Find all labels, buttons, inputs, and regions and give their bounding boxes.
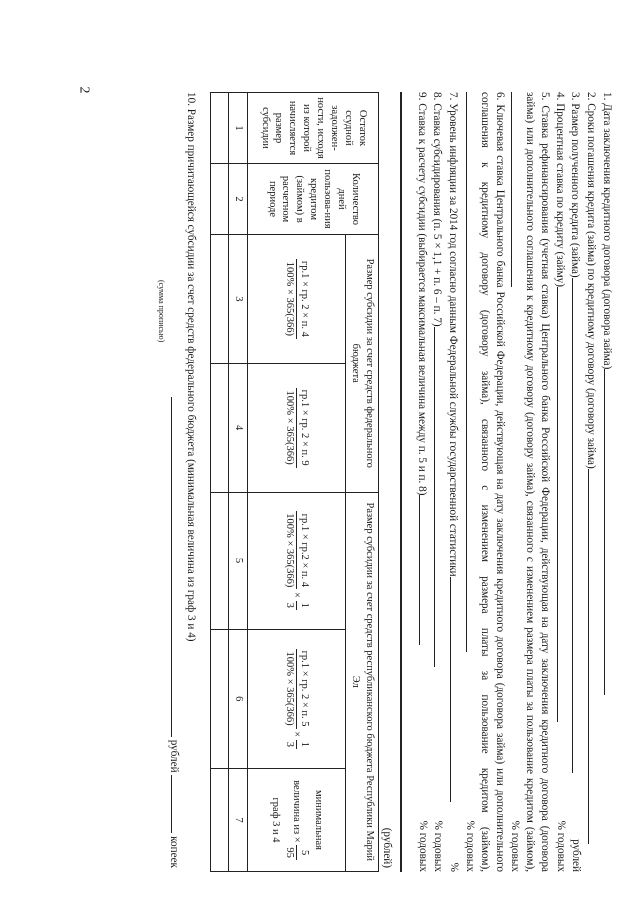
formula-col4: гр.1 × гр. 2 × п. 9 100% × 365(366) <box>248 363 346 492</box>
col-number: 7 <box>229 769 248 872</box>
formula-col7: минимальная величина из × 5 95 граф 3 и 4 <box>248 769 346 872</box>
republic-header: Размер субсидии за счет средств республиканского бюджета Республики Марий Эл <box>346 492 379 872</box>
col-number: 2 <box>229 164 248 235</box>
item-1: 1. Дата заключения кредитного договора (договора займа) <box>599 92 615 872</box>
kopecks-label: копеек <box>167 836 180 868</box>
item-7-unit: % <box>448 862 461 872</box>
sum-caption: (сумма прописью) <box>156 280 166 343</box>
item-10: 10. Размер причитающейся субсидии за счет средств федерального бюджета (минимальная величина из граф 3 и 4) <box>185 92 198 642</box>
col-number: 1 <box>229 93 248 164</box>
table-unit-label: (рублей) <box>380 827 393 868</box>
item-4: 4. Процентная ставка по кредиту (займу) % годовых <box>553 92 567 872</box>
item-3: 3. Размер полученного кредита (займа) рублей <box>569 92 583 872</box>
col-number: 4 <box>229 363 248 492</box>
page-number: 2 <box>76 86 92 94</box>
rotated-form-sheet <box>105 92 615 872</box>
item-4-unit: % годовых <box>554 820 567 872</box>
item-3-unit: рублей <box>570 839 583 872</box>
item-9-unit: % годовых <box>416 820 429 872</box>
federal-header: Размер субсидии за счет средств федерального бюджета <box>346 235 379 493</box>
col-number: 3 <box>229 235 248 364</box>
item-7: 7. Уровень инфляции за 2014 год согласно данным Федеральной службы государственной статистики % <box>447 92 461 872</box>
item-5-unit: % годовых <box>509 820 522 872</box>
col1-header: Остаток ссудной задолжен-ности, исходя из которой начисляется размер субсидии <box>248 93 379 164</box>
col2-header: Количество дней пользова-ния кредитом (займом) в расчетном периоде <box>248 164 379 235</box>
formula-col6: гр.1 × гр. 2 × п. 5 100% × 365(366) × 1 3 <box>248 629 346 768</box>
formula-col3: гр.1 × гр. 2 × п. 4 100% × 365(366) <box>248 235 346 364</box>
item-5: 5. Ставка рефинансирования (учетная ставка) Центрального банка Российской Федерации, действующая на дату заключения кредитного договора (договора займа) или дополнительного соглашения к кредитному договору (договору займа), связанного с изменением размера платы за пользование кредитом (займом), % годовых <box>509 92 551 872</box>
col-number: 6 <box>229 629 248 768</box>
subsidy-table <box>210 92 379 872</box>
column-number-row <box>229 93 248 872</box>
item-9: 9. Ставка к расчету субсидии (выбирается максимальная величина между п. 5 и п. 8) % годовых <box>415 92 429 872</box>
item-10-amount <box>166 92 182 872</box>
item-6: 6. Ключевая ставка Центрального банка Российской Федерации, действующая на дату заключения кредитного договора (договора займа) или дополнительного соглашения к кредитному договору (договору займа), связанного с изменением размера платы за пользование кредитом (займом), % годовых <box>463 92 506 872</box>
col-number: 5 <box>229 492 248 629</box>
item-2: 2. Сроки погашения кредита (займа) по кредитному договору (договору займа) <box>583 92 599 872</box>
item-6-unit: % годовых <box>463 820 476 872</box>
rubles-label: рублей <box>167 739 180 773</box>
item-8: 8. Ставка субсидирования (п. 5 × 1,1 + п. 6 – п. 7) % годовых <box>431 92 445 872</box>
item-8-unit: % годовых <box>432 820 445 872</box>
table-data-row <box>211 93 229 872</box>
formula-col5: гр.1 × гр.2 × п. 4 100% × 365(366) × 1 3 <box>248 492 346 629</box>
